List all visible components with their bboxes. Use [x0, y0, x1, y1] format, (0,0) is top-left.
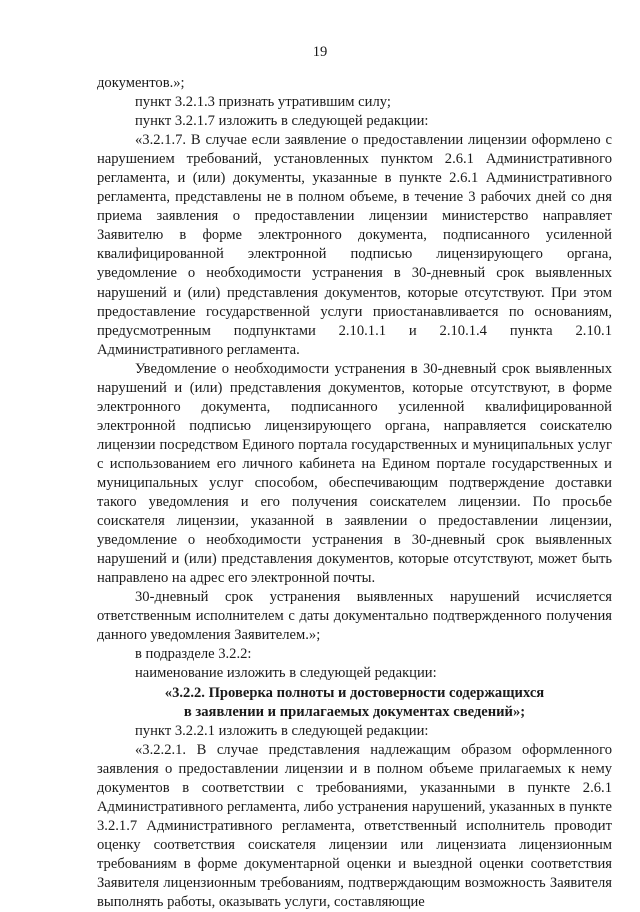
paragraph: Уведомление о необходимости устранения в 30-дневный срок выявленных нарушений и (или) представления документов, которые отсутствуют, в форме электронного документа, подписанного усиленной квалифицированной электронной подписью лицензирующего органа, направляется соискателю лицензии посредством Единого портала государственных и муниципальных услуг с использованием его личного кабинета на Едином портале государственных и муниципальных услуг способом, обеспечивающим подтверждение доставки такого уведомления и его получения соискателем лицензии. По просьбе соискателя лицензии, указанной в заявлении о предоставлении лицензии, уведомление о необходимости устранения в 30-дневный срок выявленных нарушений и (или) представления документов, которые отсутствуют, может быть направлено на адрес его электронной почты.	[97, 360, 612, 587]
paragraph: наименование изложить в следующей редакции:	[135, 665, 437, 682]
document-body	[97, 74, 612, 912]
paragraph: пункт 3.2.1.3 признать утратившим силу;	[135, 94, 391, 111]
section-heading: «3.2.2. Проверка полноты и достоверности содержащихся	[164, 684, 545, 701]
paragraph: 30-дневный срок устранения выявленных нарушений исчисляется ответственным исполнителем с даты документально подтвержденного получения данного уведомления Заявителем.»;	[97, 589, 612, 644]
paragraph: пункт 3.2.2.1 изложить в следующей редакции:	[135, 722, 429, 739]
paragraph: пункт 3.2.1.7 изложить в следующей редакции:	[135, 113, 429, 130]
paragraph: «3.2.1.7. В случае если заявление о предоставлении лицензии оформлено с нарушением требований, установленных пунктом 2.6.1 Административного регламента, и (или) документы, указанные в пункте 2.6.1 Административного регламента, представлены не в полном объеме, в течение 3 рабочих дней со дня приема заявления о предоставлении лицензии министерство направляет Заявителю в форме электронного документа, подписанного усиленной квалифицированной электронной подписью лицензирующего органа, уведомление о необходимости устранения в 30-дневный срок выявленных нарушений и (или) представления документов, которые отсутствуют. При этом предоставление государственной услуги приостанавливается по основаниям, предусмотренным подпунктами 2.10.1.1 и 2.10.1.4 пункта 2.10.1 Административного регламента.	[97, 132, 612, 358]
paragraph: документов.»;	[97, 75, 185, 91]
paragraph: в подразделе 3.2.2:	[135, 646, 252, 663]
paragraph: «3.2.2.1. В случае представления надлежащим образом оформленного заявления о предоставлении лицензии и в полном объеме прилагаемых к нему документов в соответствии с требованиями, указанными в пункте 2.6.1 Административного регламента, либо устранения нарушений, указанных в пункте 3.2.1.7 Административного регламента, ответственный исполнитель проводит оценку соответствия соискателя лицензии или лицензиата лицензионным требованиям в форме документарной оценки и выездной оценки соответствия Заявителя лицензионным требованиям, подтверждающим возможность Заявителя выполнять работы, оказывать услуги, составляющие	[97, 741, 612, 911]
page-number: 19	[312, 44, 328, 60]
section-heading: в заявлении и прилагаемых документах сведений»;	[183, 703, 526, 720]
